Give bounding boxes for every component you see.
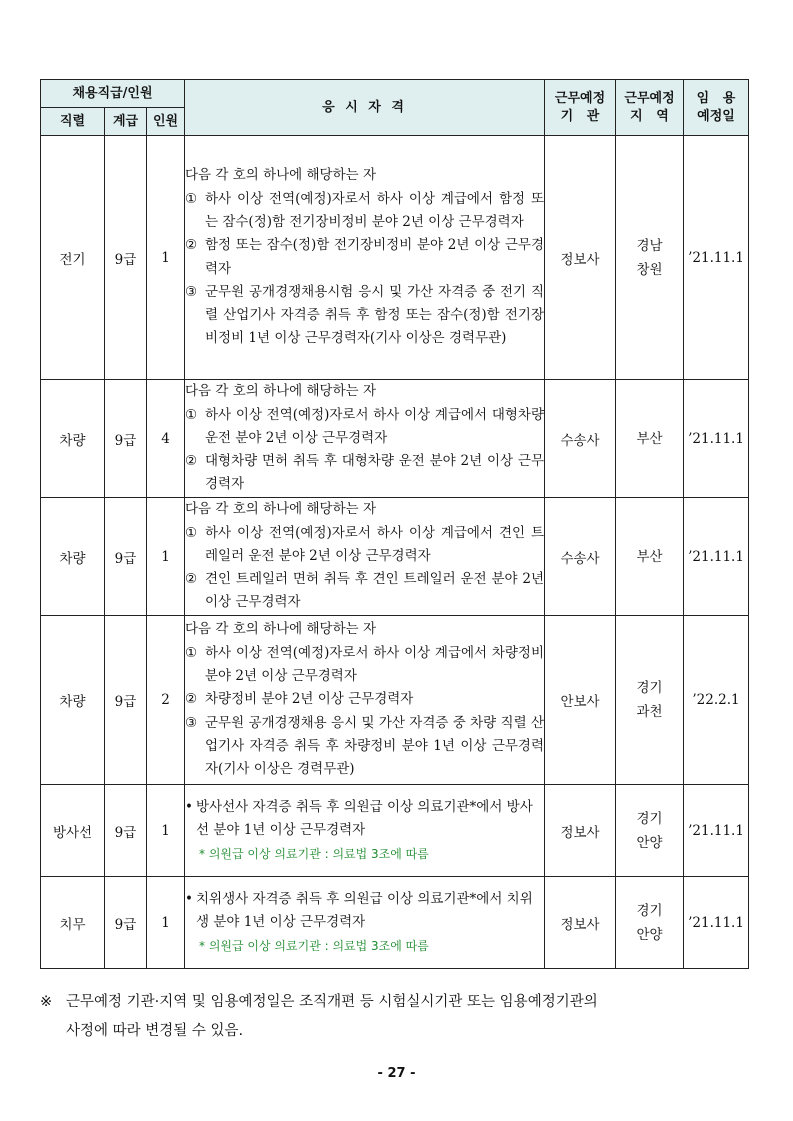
cell-count: 4 — [147, 380, 185, 498]
cell-position: 차량 — [41, 498, 105, 616]
item-mark: ① — [185, 406, 198, 423]
cell-count: 2 — [147, 616, 185, 785]
cell-grade: 9급 — [105, 380, 147, 498]
list-item — [185, 888, 544, 934]
cell-region — [616, 380, 684, 498]
cell-qualification — [185, 616, 545, 785]
region-line1: 경기 — [636, 680, 663, 696]
item-text: 방사선사 자격증 취득 후 의원급 이상 의료기관*에서 방사선 분야 1년 이상 근무경력자 — [196, 798, 533, 838]
footnote — [40, 988, 752, 1046]
list-item — [185, 712, 544, 782]
table-row — [41, 877, 749, 969]
bullet-mark: • — [185, 890, 193, 907]
list-item — [185, 450, 544, 497]
table-row — [41, 136, 749, 380]
qualification-intro: 다음 각 호의 하나에 해당하는 자 — [185, 167, 377, 184]
qualification-intro: 다음 각 호의 하나에 해당하는 자 — [185, 383, 377, 400]
header-date-line1: 임 용 — [696, 90, 736, 106]
item-mark: ③ — [185, 714, 198, 731]
table-row — [41, 616, 749, 785]
region-line1: 부산 — [636, 548, 663, 565]
item-mark: ② — [185, 691, 198, 708]
cell-qualification — [185, 785, 545, 877]
list-item — [185, 404, 544, 451]
cell-position: 전기 — [41, 136, 105, 380]
footnote-line2: 사정에 따라 변경될 수 있음. — [66, 1023, 244, 1039]
header-qualification: 응 시 자 격 — [185, 80, 545, 136]
footnote-mark: ※ — [40, 994, 53, 1010]
list-item — [185, 796, 544, 842]
cell-position: 차량 — [41, 616, 105, 785]
item-text: 군무원 공개경쟁채용 응시 및 가산 자격증 중 차량 직렬 산업기사 자격증 취득 후 차량정비 분야 1년 이상 근무경력자(기사 이상은 경력무관) — [205, 714, 545, 778]
item-text: 치위생사 자격증 취득 후 의원급 이상 의료기관*에서 치위생 분야 1년 이상 근무경력자 — [196, 890, 533, 930]
item-mark: ① — [185, 644, 198, 661]
item-mark: ① — [185, 524, 198, 541]
list-item — [185, 642, 544, 689]
region-line1: 경기 — [636, 810, 663, 827]
cell-region — [616, 136, 684, 380]
cell-grade: 9급 — [105, 785, 147, 877]
cell-date: ’21.11.1 — [684, 136, 749, 380]
item-text: 하사 이상 전역(예정)자로서 하사 이상 계급에서 함정 또는 잠수(정)함 전기장비정비 분야 2년 이상 근무경력자 — [205, 190, 545, 230]
cell-position: 방사선 — [41, 785, 105, 877]
region-line2: 안양 — [636, 926, 663, 943]
region-line2: 과천 — [636, 704, 663, 720]
cell-agency: 수송사 — [545, 380, 616, 498]
item-text: 견인 트레일러 면허 취득 후 견인 트레일러 운전 분야 2년 이상 근무경력자 — [205, 571, 545, 611]
cell-grade: 9급 — [105, 498, 147, 616]
cell-position: 치무 — [41, 877, 105, 969]
header-group: 채용직급/인원 — [41, 80, 185, 108]
cell-agency: 안보사 — [545, 616, 616, 785]
cell-count: 1 — [147, 498, 185, 616]
item-text: 차량정비 분야 2년 이상 근무경력자 — [205, 691, 414, 708]
note-text: * 의원급 이상 의료기관 : 의료법 3조에 따름 — [199, 938, 429, 953]
qualification-intro: 다음 각 호의 하나에 해당하는 자 — [185, 501, 377, 518]
header-agency-line2: 기 관 — [560, 108, 600, 124]
region-line2: 안양 — [636, 834, 663, 851]
cell-region — [616, 877, 684, 969]
item-mark: ③ — [185, 283, 198, 300]
header-agency — [545, 80, 616, 136]
item-text: 대형차량 면허 취득 후 대형차량 운전 분야 2년 이상 근무경력자 — [205, 453, 545, 493]
cell-count: 1 — [147, 136, 185, 380]
region-line1: 경남 — [636, 237, 663, 254]
cell-date: ’21.11.1 — [684, 785, 749, 877]
item-mark: ② — [185, 237, 198, 254]
cell-position: 차량 — [41, 380, 105, 498]
cell-region — [616, 498, 684, 616]
page-number: - 27 - — [377, 1066, 416, 1081]
cell-count: 1 — [147, 877, 185, 969]
header-region-line2: 지 역 — [630, 108, 669, 124]
header-row-top — [41, 80, 749, 108]
cell-agency: 수송사 — [545, 498, 616, 616]
cell-date: ’21.11.1 — [684, 877, 749, 969]
list-item — [185, 688, 544, 711]
item-text: 하사 이상 전역(예정)자로서 하사 이상 계급에서 대형차량 운전 분야 2년 이상 근무경력자 — [205, 406, 545, 446]
cell-region — [616, 616, 684, 785]
cell-qualification — [185, 136, 545, 380]
cell-region — [616, 785, 684, 877]
cell-qualification — [185, 380, 545, 498]
item-text: 하사 이상 전역(예정)자로서 하사 이상 계급에서 견인 트레일러 운전 분야 2년 이상 근무경력자 — [205, 524, 545, 564]
header-agency-line1: 근무예정 — [554, 90, 606, 106]
note-text: * 의원급 이상 의료기관 : 의료법 3조에 따름 — [199, 846, 429, 861]
cell-grade: 9급 — [105, 877, 147, 969]
cell-count: 1 — [147, 785, 185, 877]
footnote-line1: 근무예정 기관·지역 및 임용예정일은 조직개편 등 시험실시기관 또는 임용예정기관의 — [66, 994, 598, 1010]
cell-date: ’21.11.1 — [684, 380, 749, 498]
header-grade: 계급 — [105, 108, 147, 136]
list-item — [185, 281, 544, 351]
item-text: 군무원 공개경쟁채용시험 응시 및 가산 자격증 중 전기 직렬 산업기사 자격증 취득 후 함정 또는 잠수(정)함 전기장비정비 1년 이상 근무경력자(기사 이상은 경력무관) — [205, 283, 545, 347]
header-date — [684, 80, 749, 136]
cell-qualification — [185, 877, 545, 969]
bullet-mark: • — [185, 798, 193, 815]
cell-agency: 정보사 — [545, 877, 616, 969]
header-position: 직렬 — [41, 108, 105, 136]
table-row — [41, 498, 749, 616]
table-row — [41, 785, 749, 877]
list-item — [185, 522, 544, 569]
cell-grade: 9급 — [105, 616, 147, 785]
header-date-line2: 예정일 — [697, 108, 735, 124]
recruitment-table — [40, 79, 749, 969]
cell-agency: 정보사 — [545, 785, 616, 877]
list-item — [185, 234, 544, 281]
item-text: 함정 또는 잠수(정)함 전기장비정비 분야 2년 이상 근무경력자 — [205, 237, 545, 277]
region-line1: 경기 — [636, 902, 663, 919]
item-mark: ② — [185, 571, 198, 588]
header-count: 인원 — [147, 108, 185, 136]
table-row — [41, 380, 749, 498]
header-region-line1: 근무예정 — [624, 90, 675, 106]
cell-date: ’21.11.1 — [684, 498, 749, 616]
list-item — [185, 568, 544, 615]
header-region — [616, 80, 684, 136]
list-item — [185, 188, 544, 235]
region-line2: 창원 — [636, 261, 663, 278]
item-mark: ② — [185, 453, 198, 470]
region-line1: 부산 — [636, 430, 663, 447]
item-mark: ① — [185, 190, 198, 207]
cell-grade: 9급 — [105, 136, 147, 380]
cell-date: ’22.2.1 — [684, 616, 749, 785]
cell-qualification — [185, 498, 545, 616]
qualification-intro: 다음 각 호의 하나에 해당하는 자 — [185, 621, 377, 638]
item-text: 하사 이상 전역(예정)자로서 하사 이상 계급에서 차량정비 분야 2년 이상 근무경력자 — [205, 644, 545, 685]
cell-agency: 정보사 — [545, 136, 616, 380]
